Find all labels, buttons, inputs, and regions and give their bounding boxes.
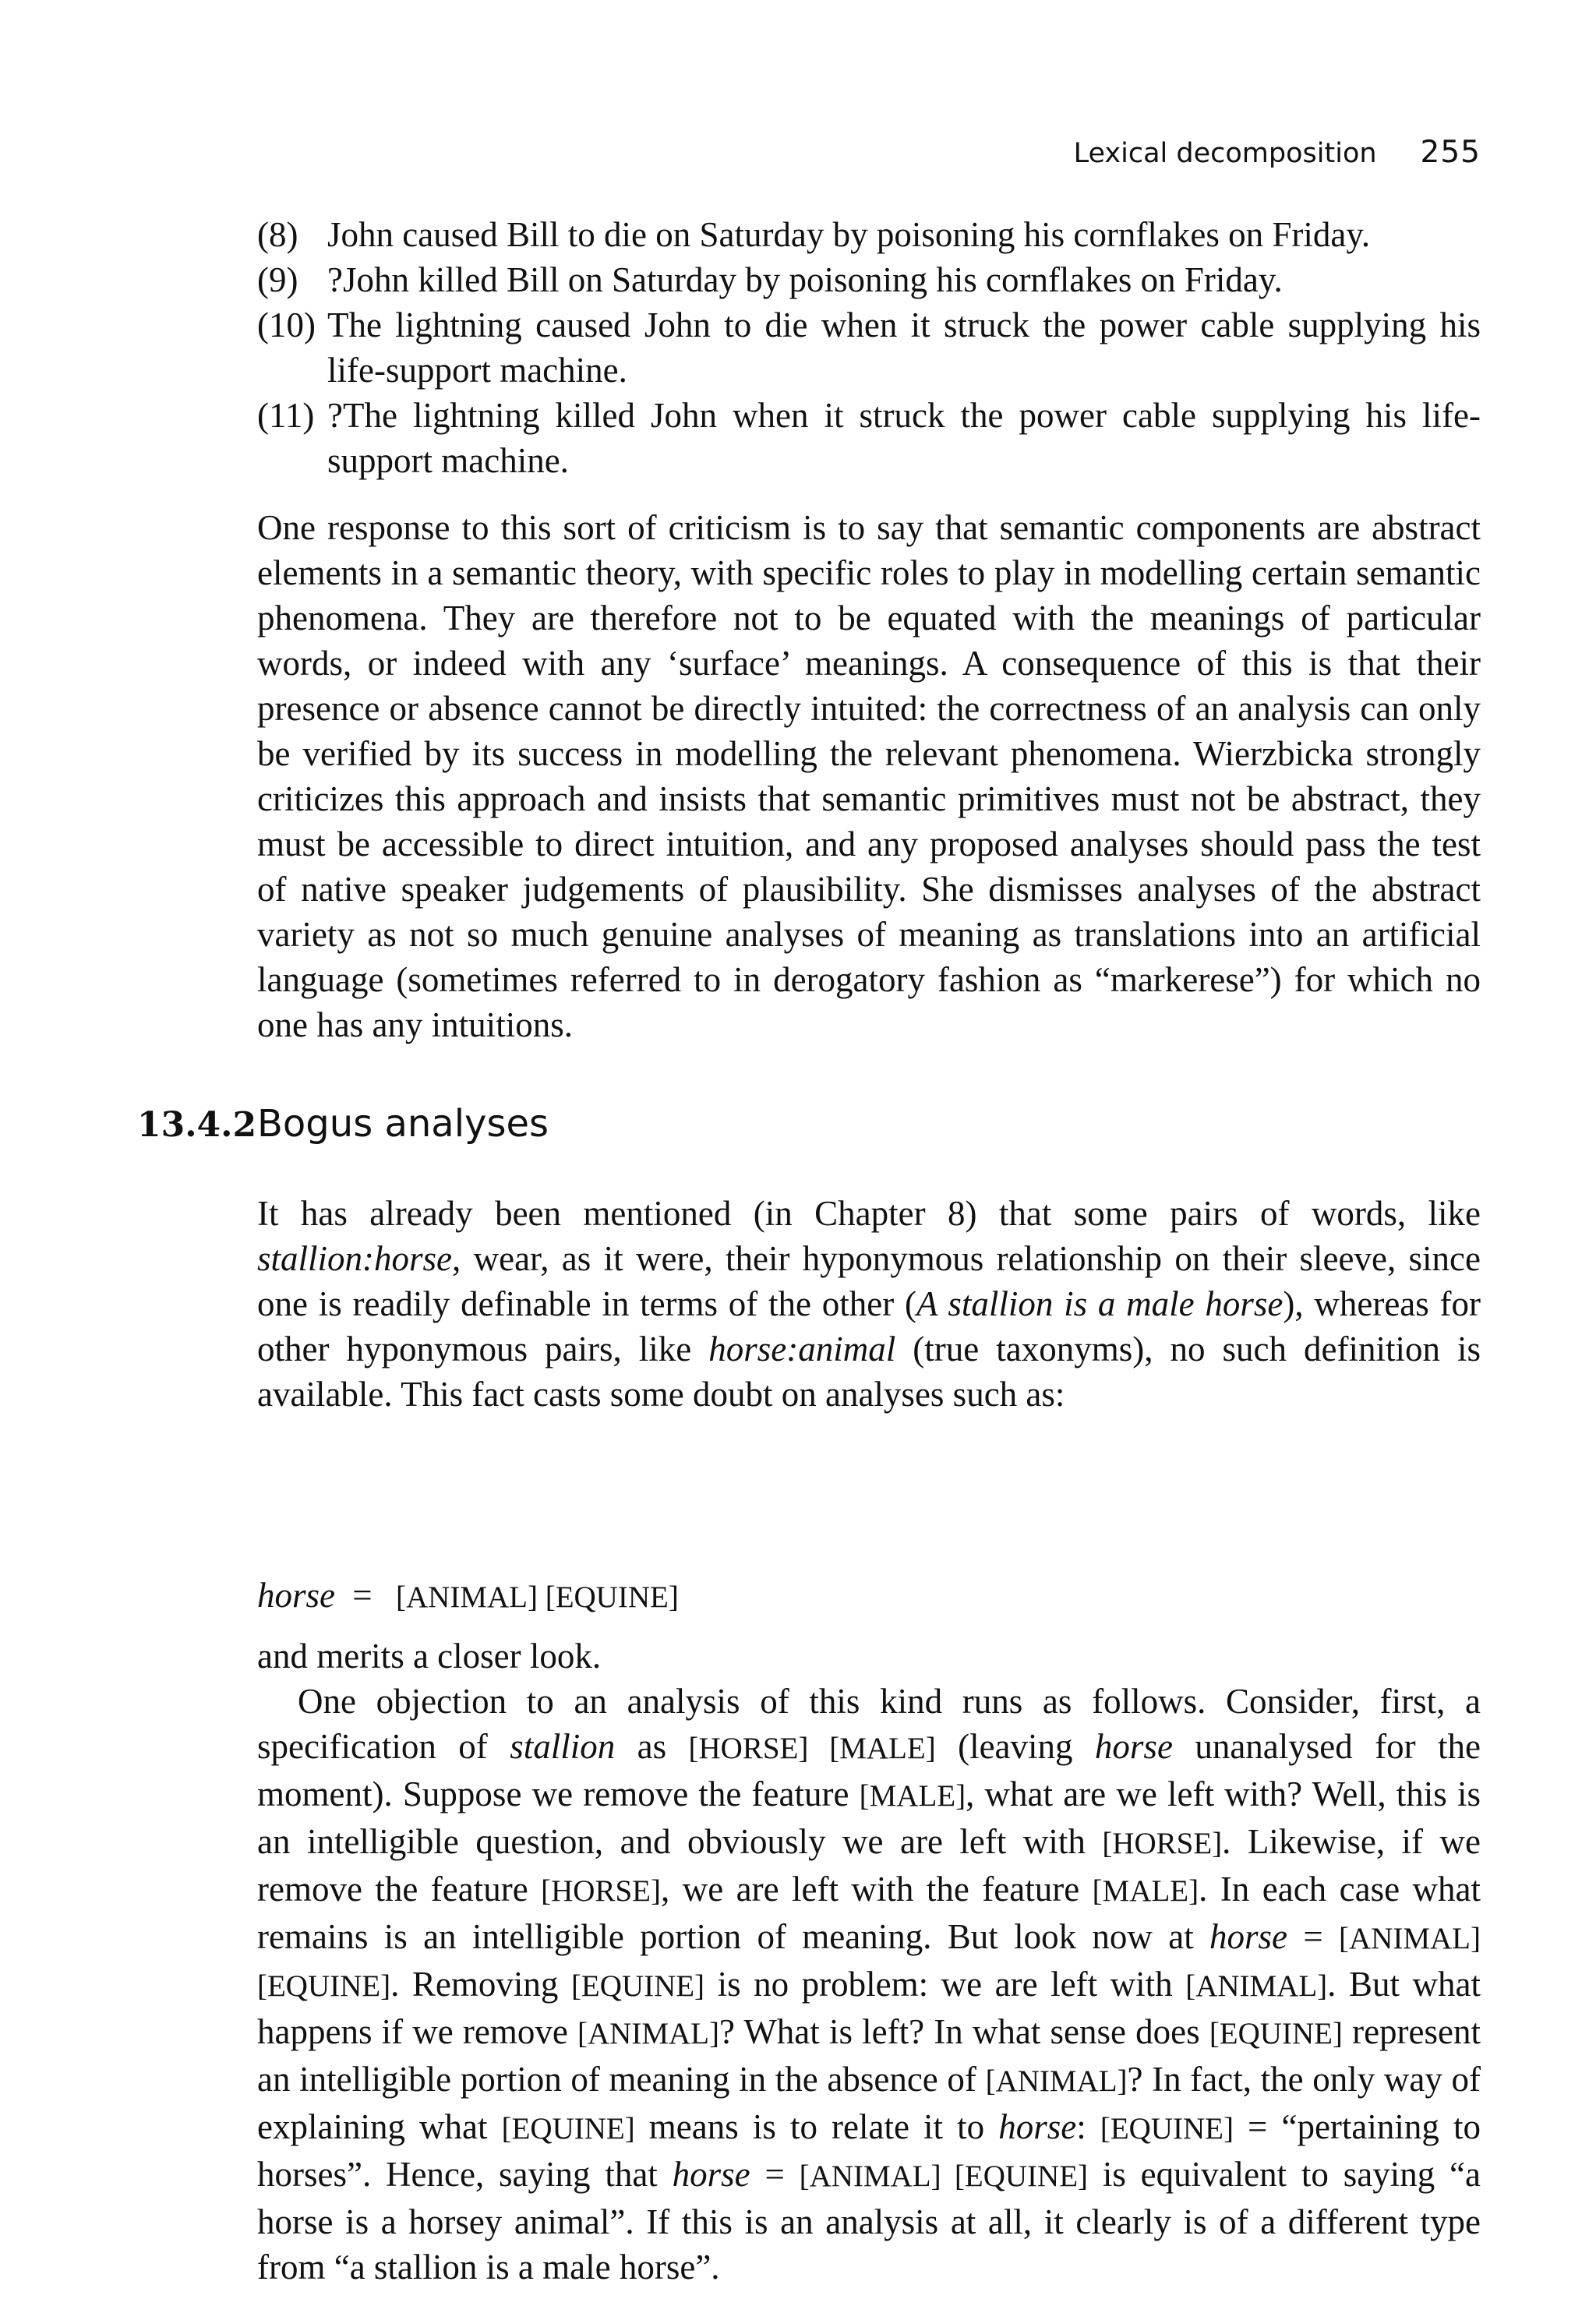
feature-label: [ANIMAL] [EQUINE] [257, 1922, 1481, 2003]
italic-term: horse [1094, 1727, 1173, 1766]
text-run: , we are left with the feature [661, 1870, 1093, 1909]
text-run: . Removing [390, 1965, 571, 2004]
text-run: unanalysed for the moment). Suppose we remove the feature [257, 1727, 1481, 1813]
text-run: It has already been mentioned (in Chapter 8) that some pairs of words, like [257, 1194, 1481, 1233]
formula-rhs: [ANIMAL] [EQUINE] [396, 1580, 679, 1614]
section-heading [137, 1093, 549, 1155]
example-number: (11) [257, 396, 315, 435]
page-number: 255 [1420, 135, 1481, 170]
text-run: One objection to an analysis of this kind runs as follows. Consider, first, a specification of [257, 1682, 1481, 1766]
text-run: ), whereas for other hyponymous pairs, like [257, 1284, 1481, 1368]
paragraph-criticism-response: One response to this sort of criticism is to say that semantic components are abstract elements in a semantic theory, with specific roles to play in modelling certain semantic phenomena. They are therefore not to be equated with the meanings of particular words, or indeed with any ‘surface’ meanings. A consequence of this is that their presence or absence cannot be directly intuited: the correctness of an analysis can only be verified by its success in modelling the relevant phenomena. Wierzbicka strongly criticizes this approach and insists that semantic primitives must not be abstract, they must be accessible to direct intuition, and any proposed analyses should pass the test of native speaker judgements of plausibility. She dismisses analyses of the abstract variety as not so much genuine analyses of meaning as translations into an artificial language (sometimes referred to in derogatory fashion as “markerese”) for which no one has any intuitions. [257, 508, 1481, 1044]
feature-label: [MALE] [859, 1779, 966, 1813]
italic-term: horse [998, 2107, 1077, 2146]
section-number: 13.4.2 [137, 1105, 257, 1145]
text-run: is equivalent to saying “a horse is a horsey animal”. If this is an analysis at all, it clearly is of a different type from “a stallion is a male horse”. [257, 2155, 1481, 2287]
text-run: is no problem: we are left with [704, 1965, 1186, 2004]
example-text: John caused Bill to die on Saturday by poisoning his cornflakes on Friday. [327, 215, 1371, 254]
example-text: The lightning caused John to die when it struck the power cable supplying his life-support machine. [327, 305, 1481, 390]
text-run: . But what happens if we remove [257, 1965, 1481, 2051]
italic-term: horse [672, 2155, 750, 2194]
feature-label: [ANIMAL] [1185, 1969, 1328, 2003]
formula-lhs: horse [257, 1576, 335, 1615]
example-text: ?The lightning killed John when it struck the power cable supplying his life-support machine. [327, 396, 1481, 480]
feature-label: [MALE] [1092, 1874, 1199, 1908]
example-text: ?John killed Bill on Saturday by poisoning his cornflakes on Friday. [327, 260, 1283, 299]
running-head-title: Lexical decomposition [1073, 138, 1377, 169]
feature-label: [EQUINE] [1209, 2017, 1343, 2050]
feature-label: [HORSE] [MALE] [688, 1732, 936, 1765]
text-run: , wear, as it were, their hyponymous relationship on their sleeve, since one is readily definable in terms of the other ( [257, 1239, 1481, 1323]
text-run: ? What is left? In what sense does [719, 2012, 1209, 2051]
paragraph-objection [257, 1679, 1481, 2290]
italic-term: horse [1209, 1917, 1288, 1956]
section-title: Bogus analyses [257, 1102, 549, 1146]
feature-label: [ANIMAL] [EQUINE] [799, 2160, 1089, 2193]
feature-label: [ANIMAL] [985, 2064, 1128, 2098]
text-run: , what are we left with? Well, this is an intelligible question, and obviously we are left with [257, 1775, 1481, 1861]
running-head [935, 131, 1481, 175]
example-item [257, 212, 1481, 257]
text-run: = “pertaining to horses”. Hence, saying that [257, 2107, 1481, 2194]
text-run: = [1287, 1917, 1340, 1956]
italic-example: A stallion is a male horse [916, 1284, 1284, 1323]
text-run: (leaving [935, 1727, 1095, 1766]
text-run: . Likewise, if we remove the feature [257, 1822, 1481, 1909]
feature-label: [ANIMAL] [577, 2017, 719, 2050]
text-run: ? In fact, the only way of explaining what [257, 2060, 1481, 2146]
text-run: : [1076, 2107, 1100, 2146]
paragraph-closer-look: and merits a closer look. [257, 1637, 602, 1676]
italic-term: horse:animal [708, 1330, 896, 1368]
feature-label: [HORSE] [1102, 1827, 1223, 1860]
example-list [257, 212, 1481, 483]
feature-label: [HORSE] [541, 1874, 661, 1908]
analysis-formula [257, 1573, 679, 1620]
feature-label: [EQUINE] [501, 2112, 635, 2145]
feature-label: [EQUINE] [570, 1969, 705, 2003]
text-run: . In each case what remains is an intelligible portion of meaning. But look now at [257, 1870, 1481, 1956]
example-number: (10) [257, 305, 316, 344]
italic-term: stallion [510, 1727, 616, 1766]
formula-equals: = [352, 1576, 373, 1615]
example-number: (9) [257, 260, 298, 299]
text-run: as [615, 1727, 689, 1766]
example-item [257, 393, 1481, 483]
feature-label: [EQUINE] [1100, 2112, 1234, 2145]
example-item [257, 302, 1481, 393]
text-run: represent an intelligible portion of meaning in the absence of [257, 2012, 1481, 2099]
example-number: (8) [257, 215, 298, 254]
text-run: (true taxonyms), no such definition is available. This fact casts some doubt on analyses such as: [257, 1330, 1481, 1414]
text-run: means is to relate it to [634, 2107, 999, 2146]
paragraph-hyponymy [257, 1191, 1481, 1417]
italic-term: stallion:horse [257, 1239, 453, 1278]
example-item [257, 257, 1481, 302]
text-run: = [750, 2155, 800, 2194]
